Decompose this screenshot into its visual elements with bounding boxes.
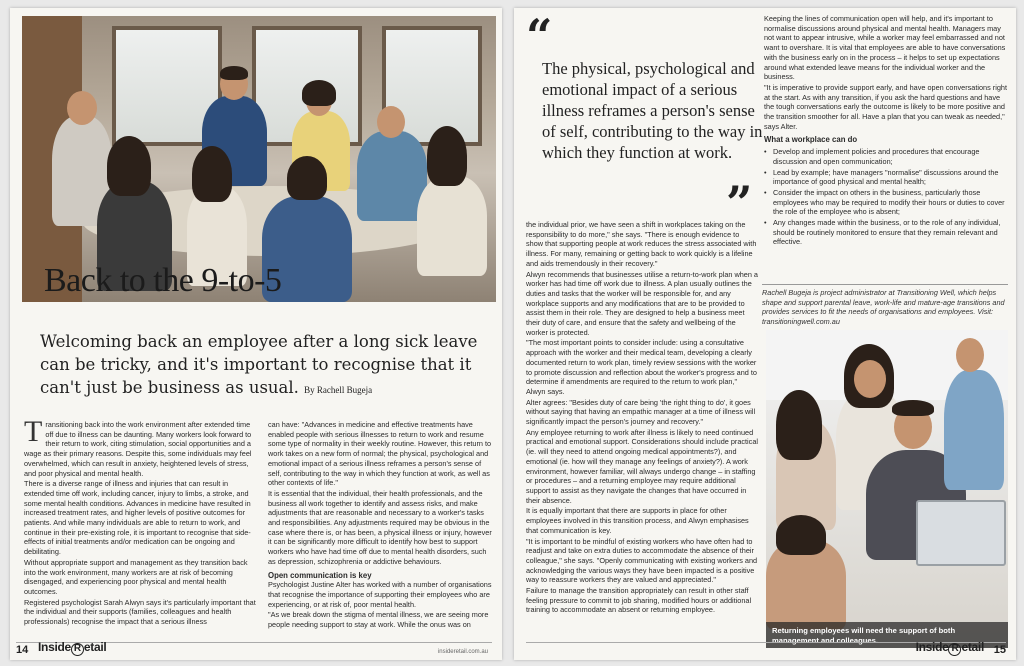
- hair: [287, 156, 327, 200]
- brand-suffix: etail: [961, 640, 984, 654]
- paragraph: Without appropriate support and management as they transition back into the work environment, many workers are at risk of becoming disengaged, and experiencing poor physical and mental health outcomes.: [24, 557, 248, 596]
- paragraph: It is equally important that there are supports in place for other employees involved in this transition process, and Alwyn emphasises that communication is key.: [526, 506, 749, 535]
- standfirst: [40, 330, 480, 402]
- hero-photo: [22, 16, 496, 302]
- hair: [107, 136, 151, 196]
- laptop-image: [916, 500, 1006, 566]
- workplace-actions-list: [764, 147, 1008, 247]
- standfirst-text: Welcoming back an employee after a long sick leave can be tricky, and it's important to recognise that it can't just be business as usual.: [40, 332, 478, 397]
- paragraph: the individual prior, we have seen a shift in workplaces taking on the responsibility to do more," she says. "There is enough evidence to show that supporting people at work reduces the stress associated with illness. For many, remaining or getting back to work quickly is a lifeline and aids tremendously in their recovery.": [526, 220, 757, 268]
- brand-suffix: etail: [83, 640, 107, 654]
- brand-r-circle: R: [71, 643, 84, 656]
- brand-logo: [916, 640, 984, 656]
- section-heading: What a workplace can do: [764, 135, 858, 145]
- office-photo: [766, 330, 1008, 648]
- hair: [776, 390, 822, 460]
- photo-caption: Returning employees will need the support of both management and colleagues.: [766, 622, 1008, 648]
- author-bio: Rachell Bugeja is project administrator at Transitioning Well, which helps shape and support parental leave, work-life and mature-age transitions and provides services to fit the needs of organisations and employees. Visit: transitioningwell.com.au: [762, 284, 1008, 326]
- byline: By Rachell Bugeja: [304, 385, 373, 395]
- hair: [192, 146, 232, 202]
- page-footer: [16, 642, 492, 656]
- left-column-2: [268, 420, 492, 631]
- right-column-2: [764, 14, 1008, 249]
- page-number: 14: [16, 644, 29, 656]
- person-head: [956, 338, 984, 372]
- open-quote-icon: “: [526, 9, 553, 63]
- list-item: • Develop and implement policies and procedures that encourage discussion and open communication;: [764, 147, 1008, 166]
- list-item: • Lead by example; have managers "normalise" discussions around the importance of good physical and mental health;: [764, 168, 1008, 187]
- person-head: [854, 360, 886, 398]
- paragraph: Any employee returning to work after illness is likely to need continued practical and emotional support. Considerations should include practical (ie. will they need to attend ongoing medical appointments?), and emotional (ie. how will they manage any feelings of anxiety?). A work environment, however familiar, will always undergo change – in staffing or procedures – and a returning employee may require additional support to assist as they navigate the changes that have occurred in their absence.: [526, 427, 759, 505]
- hair: [302, 80, 336, 106]
- paragraph: Keeping the lines of communication open will help, and it's important to normalise discussions around physical and mental health. Managers may not want to appear intrusive, while a worker may feel embarrassed and not want to overshare. It is vital that employees are able to have conversations with the business early on in the process – it helps to set up expectations around what extended leave means for the individual worker and the business.: [764, 14, 1006, 82]
- section-heading: Open communication is key: [268, 570, 372, 580]
- list-item: • Consider the impact on others in the business, particularly those employees who may be required to modify their hours or duties to cover the role of the employee who is absent;: [764, 188, 1008, 217]
- person-head: [67, 91, 97, 125]
- paragraph: "It is important to be mindful of existing workers who have often had to readjust and take on extra duties to accommodate the absence of their colleague," she says. "Openly communicating with existing workers and acknowledging the various ways they have been impacted is a positive way to reassure workers they are valued and appreciated.": [526, 536, 758, 585]
- brand-prefix: Inside: [38, 640, 71, 654]
- person-image: [944, 370, 1004, 490]
- brand-r-circle: R: [948, 643, 961, 656]
- paragraph: can have: "Advances in medicine and effective treatments have enabled people with serious illnesses to return to work and resume some type of normality in their weekly routine. However, this return to work takes on a new form of normal; the physical, psychological and emotional impact of a serious illness reframes a person's sense of self, contributing to the way in which they function at work, as well as other contexts of life.": [268, 420, 492, 488]
- left-column-1: [24, 415, 260, 628]
- dropcap: T: [24, 415, 43, 448]
- pull-quote: The physical, psychological and emotional impact of a serious illness reframes a person's sense of self, contributing to the way in which they function at work.: [542, 59, 763, 162]
- brand-prefix: Inside: [915, 640, 949, 654]
- hair: [427, 126, 467, 186]
- person-image: [417, 176, 487, 276]
- left-page: [10, 8, 502, 660]
- person-head: [377, 106, 405, 138]
- page-number: 15: [993, 644, 1006, 656]
- list-item: • Any changes made within the business, or to the role of any individual, should be routinely monitored to ensure that they remain relevant and effective.: [764, 218, 1008, 247]
- right-page: [514, 8, 1016, 660]
- paragraph: Psychologist Justine Alter has worked with a number of organisations that recognise the importance of supporting their employees who are experiencing, or at risk of, poor mental health.: [268, 580, 492, 609]
- brand-logo: [38, 640, 106, 656]
- paragraph: Alwyn recommends that businesses utilise a return-to-work plan when a worker has had time off work due to illness. A plan usually outlines the duties and tasks that the worker will be responsible for, and any workplace supports and any modifications that are to be provided to assist them in their role. They are designed to help a business meet their duty of care, and ensure that the safety and wellbeing of the worker is protected.: [526, 269, 758, 337]
- paragraph-text: ransitioning back into the work environment after extended time off due to illness can be daunting. Many workers look forward to their return to work, citing stimulation, social opportunities and a wage as their primary reasons. Despite this, some individuals may feel overwhelmed, which can result in anxiety, heightened levels of stress, and poor physical and mental health.: [24, 420, 252, 478]
- hair: [776, 515, 826, 555]
- hair: [220, 66, 248, 80]
- paragraph: Registered psychologist Sarah Alwyn says it's particularly important that the individual and their supports (families, colleagues and health professionals) recognise the impact that a serious illness: [24, 597, 256, 627]
- right-column-1: [526, 220, 758, 616]
- paragraph: There is a diverse range of illness and injuries that can result in extended time off work, including cancer, injury to limbs, a stroke, and some mental health conditions. Advances in medicine have resulted in increased treatment rates, and higher levels of positive outcomes for patients. And while many individuals are able to return to work, and continue in their pre-existing role, it is important to recognise that side-effects of initial treatments and/or medication can be ongoing and debilitating.: [24, 479, 251, 557]
- paragraph: [24, 415, 260, 478]
- article-title: Back to the 9-to-5: [44, 262, 282, 299]
- close-quote-icon: ”: [726, 176, 753, 230]
- paragraph: "As we break down the stigma of mental illness, we are seeing more people needing support to stay at work. While the onus was on: [268, 610, 489, 630]
- paragraph: "It is imperative to provide support early, and have open conversations right at the start. As with any transition, if you ask the hard questions and have the tough conversations early the outcome is likely to be more positive and the transition smoother for all. Have a plan that you can tweak as needed," says Alter.: [764, 82, 1007, 131]
- site-url: insideretail.com.au: [437, 649, 488, 655]
- paragraph: It is essential that the individual, their health professionals, and the business all work together to identify and assess risks, and make adjustments that are reasonable and necessary to a worker's tasks and responsibilities. Any adjustments required may be obvious in the case where there is, or has been, a physical illness or injury, however it can be significantly more difficult to identify how best to support workers who have had time off due to mental health disorders, such as depression, schizophrenia or addictive behaviours.: [268, 488, 492, 566]
- page-footer: [526, 642, 1006, 656]
- paragraph: "The most important points to consider include: using a consultative approach with the worker and their medical team, developing a clearly documented return to work plan, timely review sessions with the worker to promote discussion and reflection about the worker's progress and to determine if amendments are required to the return to work plan," Alwyn says.: [526, 338, 757, 396]
- paragraph: Alter agrees: "Besides duty of care being 'the right thing to do', it goes without saying that having an empathic manager at a time of illness will significantly impact the person's journey and recovery.": [526, 397, 756, 427]
- paragraph: Failure to manage the transition appropriately can result in other staff feeling pressure to commit to job sharing, modified hours or additional training to accommodate an absent or returning employee.: [526, 586, 752, 615]
- hair: [892, 400, 934, 416]
